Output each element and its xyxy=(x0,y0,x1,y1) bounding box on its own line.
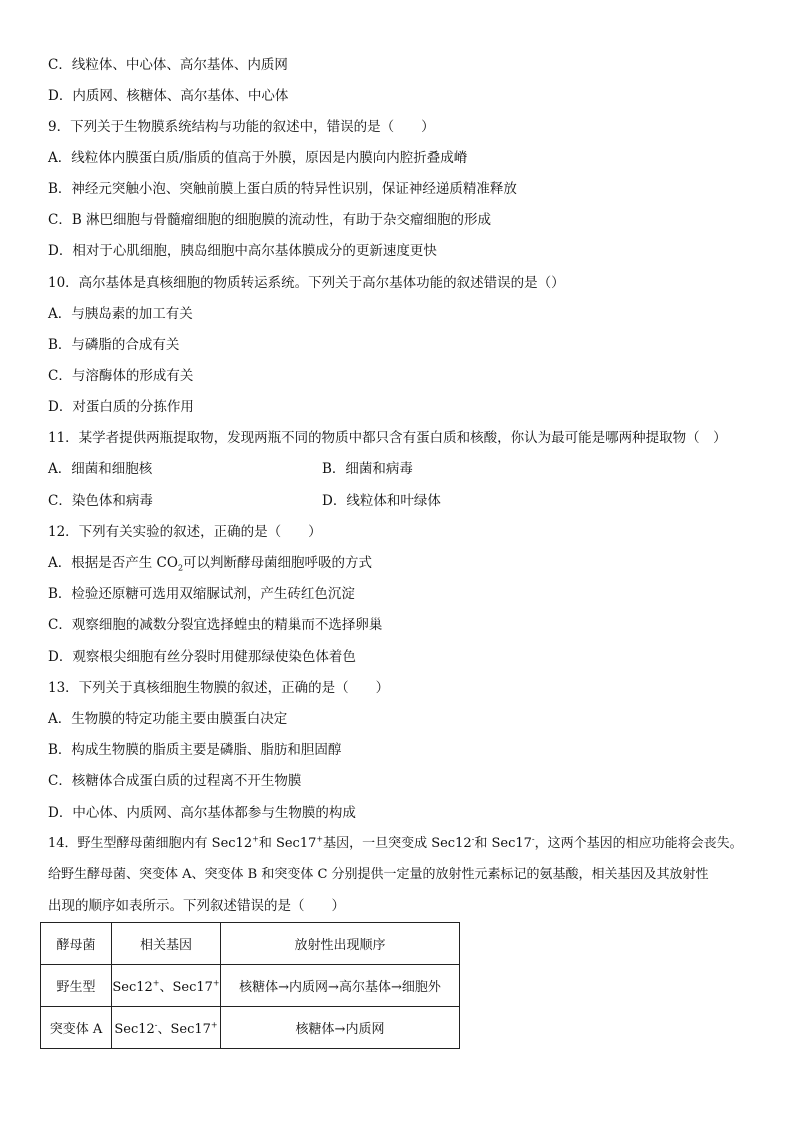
q11-stem: 11．某学者提供两瓶提取物，发现两瓶不同的物质中都只含有蛋白质和核酸，你认为最可能是哪两种提取物（ ） xyxy=(48,430,727,446)
q10-stem: 10．高尔基体是真核细胞的物质转运系统。下列关于高尔基体功能的叙述错误的是（） xyxy=(48,275,565,291)
q12-stem: 12．下列有关实验的叙述，正确的是（ ） xyxy=(48,524,322,540)
gene-cell: Sec12+、Sec17+ xyxy=(112,965,221,1007)
q9-option-d: D．相对于心肌细胞，胰岛细胞中高尔基体膜成分的更新速度更快 xyxy=(48,243,437,259)
table-header-row xyxy=(41,923,460,965)
q9-stem: 9．下列关于生物膜系统结构与功能的叙述中，错误的是（ ） xyxy=(48,119,435,135)
gene-table xyxy=(40,922,460,1049)
q12-option-a: A．根据是否产生 $CO_2$可以判断酵母菌细胞呼吸的方式 xyxy=(48,555,373,573)
table-header-cell: 放射性出现顺序 xyxy=(221,923,460,965)
order-cell: 核糖体→内质网→高尔基体→细胞外 xyxy=(221,965,460,1007)
q11-option-d: D．线粒体和叶绿体 xyxy=(322,493,441,509)
q11-option-a: A．细菌和细胞核 xyxy=(48,461,153,477)
q13-stem: 13．下列关于真核细胞生物膜的叙述，正确的是（ ） xyxy=(48,680,390,696)
table-row xyxy=(41,1007,460,1049)
strain-cell: 突变体 A xyxy=(41,1007,112,1049)
q13-option-b: B．构成生物膜的脂质主要是磷脂、脂肪和胆固醇 xyxy=(48,742,342,758)
q9-option-b: B．神经元突触小泡、突触前膜上蛋白质的特异性识别，保证神经递质精准释放 xyxy=(48,181,517,197)
table-row xyxy=(41,965,460,1007)
table-header-cell: 酵母菌 xyxy=(41,923,112,965)
order-cell: 核糖体→内质网 xyxy=(221,1007,460,1049)
q12-option-d: D．观察根尖细胞有丝分裂时用健那绿使染色体着色 xyxy=(48,649,356,665)
q11-option-b: B．细菌和病毒 xyxy=(322,461,413,477)
q13-option-a: A．生物膜的特定功能主要由膜蛋白决定 xyxy=(48,711,288,727)
strain-cell: 野生型 xyxy=(41,965,112,1007)
q12-option-c: C．观察细胞的减数分裂宜选择蝗虫的精巢而不选择卵巢 xyxy=(48,617,383,633)
q13-option-c: C．核糖体合成蛋白质的过程离不开生物膜 xyxy=(48,773,302,789)
q8-option-d: D．内质网、核糖体、高尔基体、中心体 xyxy=(48,88,289,104)
q12-option-b: B．检验还原糖可选用双缩脲试剂，产生砖红色沉淀 xyxy=(48,586,355,602)
gene-cell: Sec12-、Sec17+ xyxy=(112,1007,221,1049)
q14-stem-line2: 给野生酵母菌、突变体 A、突变体 B 和突变体 C 分别提供一定量的放射性元素标记的氨基酸，相关基因及其放射性 xyxy=(48,867,709,882)
q13-option-d: D．中心体、内质网、高尔基体都参与生物膜的构成 xyxy=(48,805,356,821)
q14-stem-line3: 出现的顺序如表所示。下列叙述错误的是（ ） xyxy=(48,898,345,914)
q8-option-c: C．线粒体、中心体、高尔基体、内质网 xyxy=(48,57,288,73)
table-header-cell: 相关基因 xyxy=(112,923,221,965)
q9-option-c: C．B 淋巴细胞与骨髓瘤细胞的细胞膜的流动性，有助于杂交瘤细胞的形成 xyxy=(48,212,492,228)
q10-option-d: D．对蛋白质的分拣作用 xyxy=(48,399,194,415)
q9-option-a: A．线粒体内膜蛋白质/脂质的值高于外膜，原因是内膜向内腔折叠成嵴 xyxy=(48,150,468,166)
q10-option-b: B．与磷脂的合成有关 xyxy=(48,337,180,353)
q11-option-c: C．染色体和病毒 xyxy=(48,493,153,509)
q14-stem-line1: 14．野生型酵母菌细胞内有 Sec12+和 Sec17+基因，一旦突变成 Sec12-和 Sec17-，这两个基因的相应功能将会丧失。 xyxy=(48,834,743,851)
q10-option-c: C．与溶酶体的形成有关 xyxy=(48,368,194,384)
q10-option-a: A．与胰岛素的加工有关 xyxy=(48,306,193,322)
